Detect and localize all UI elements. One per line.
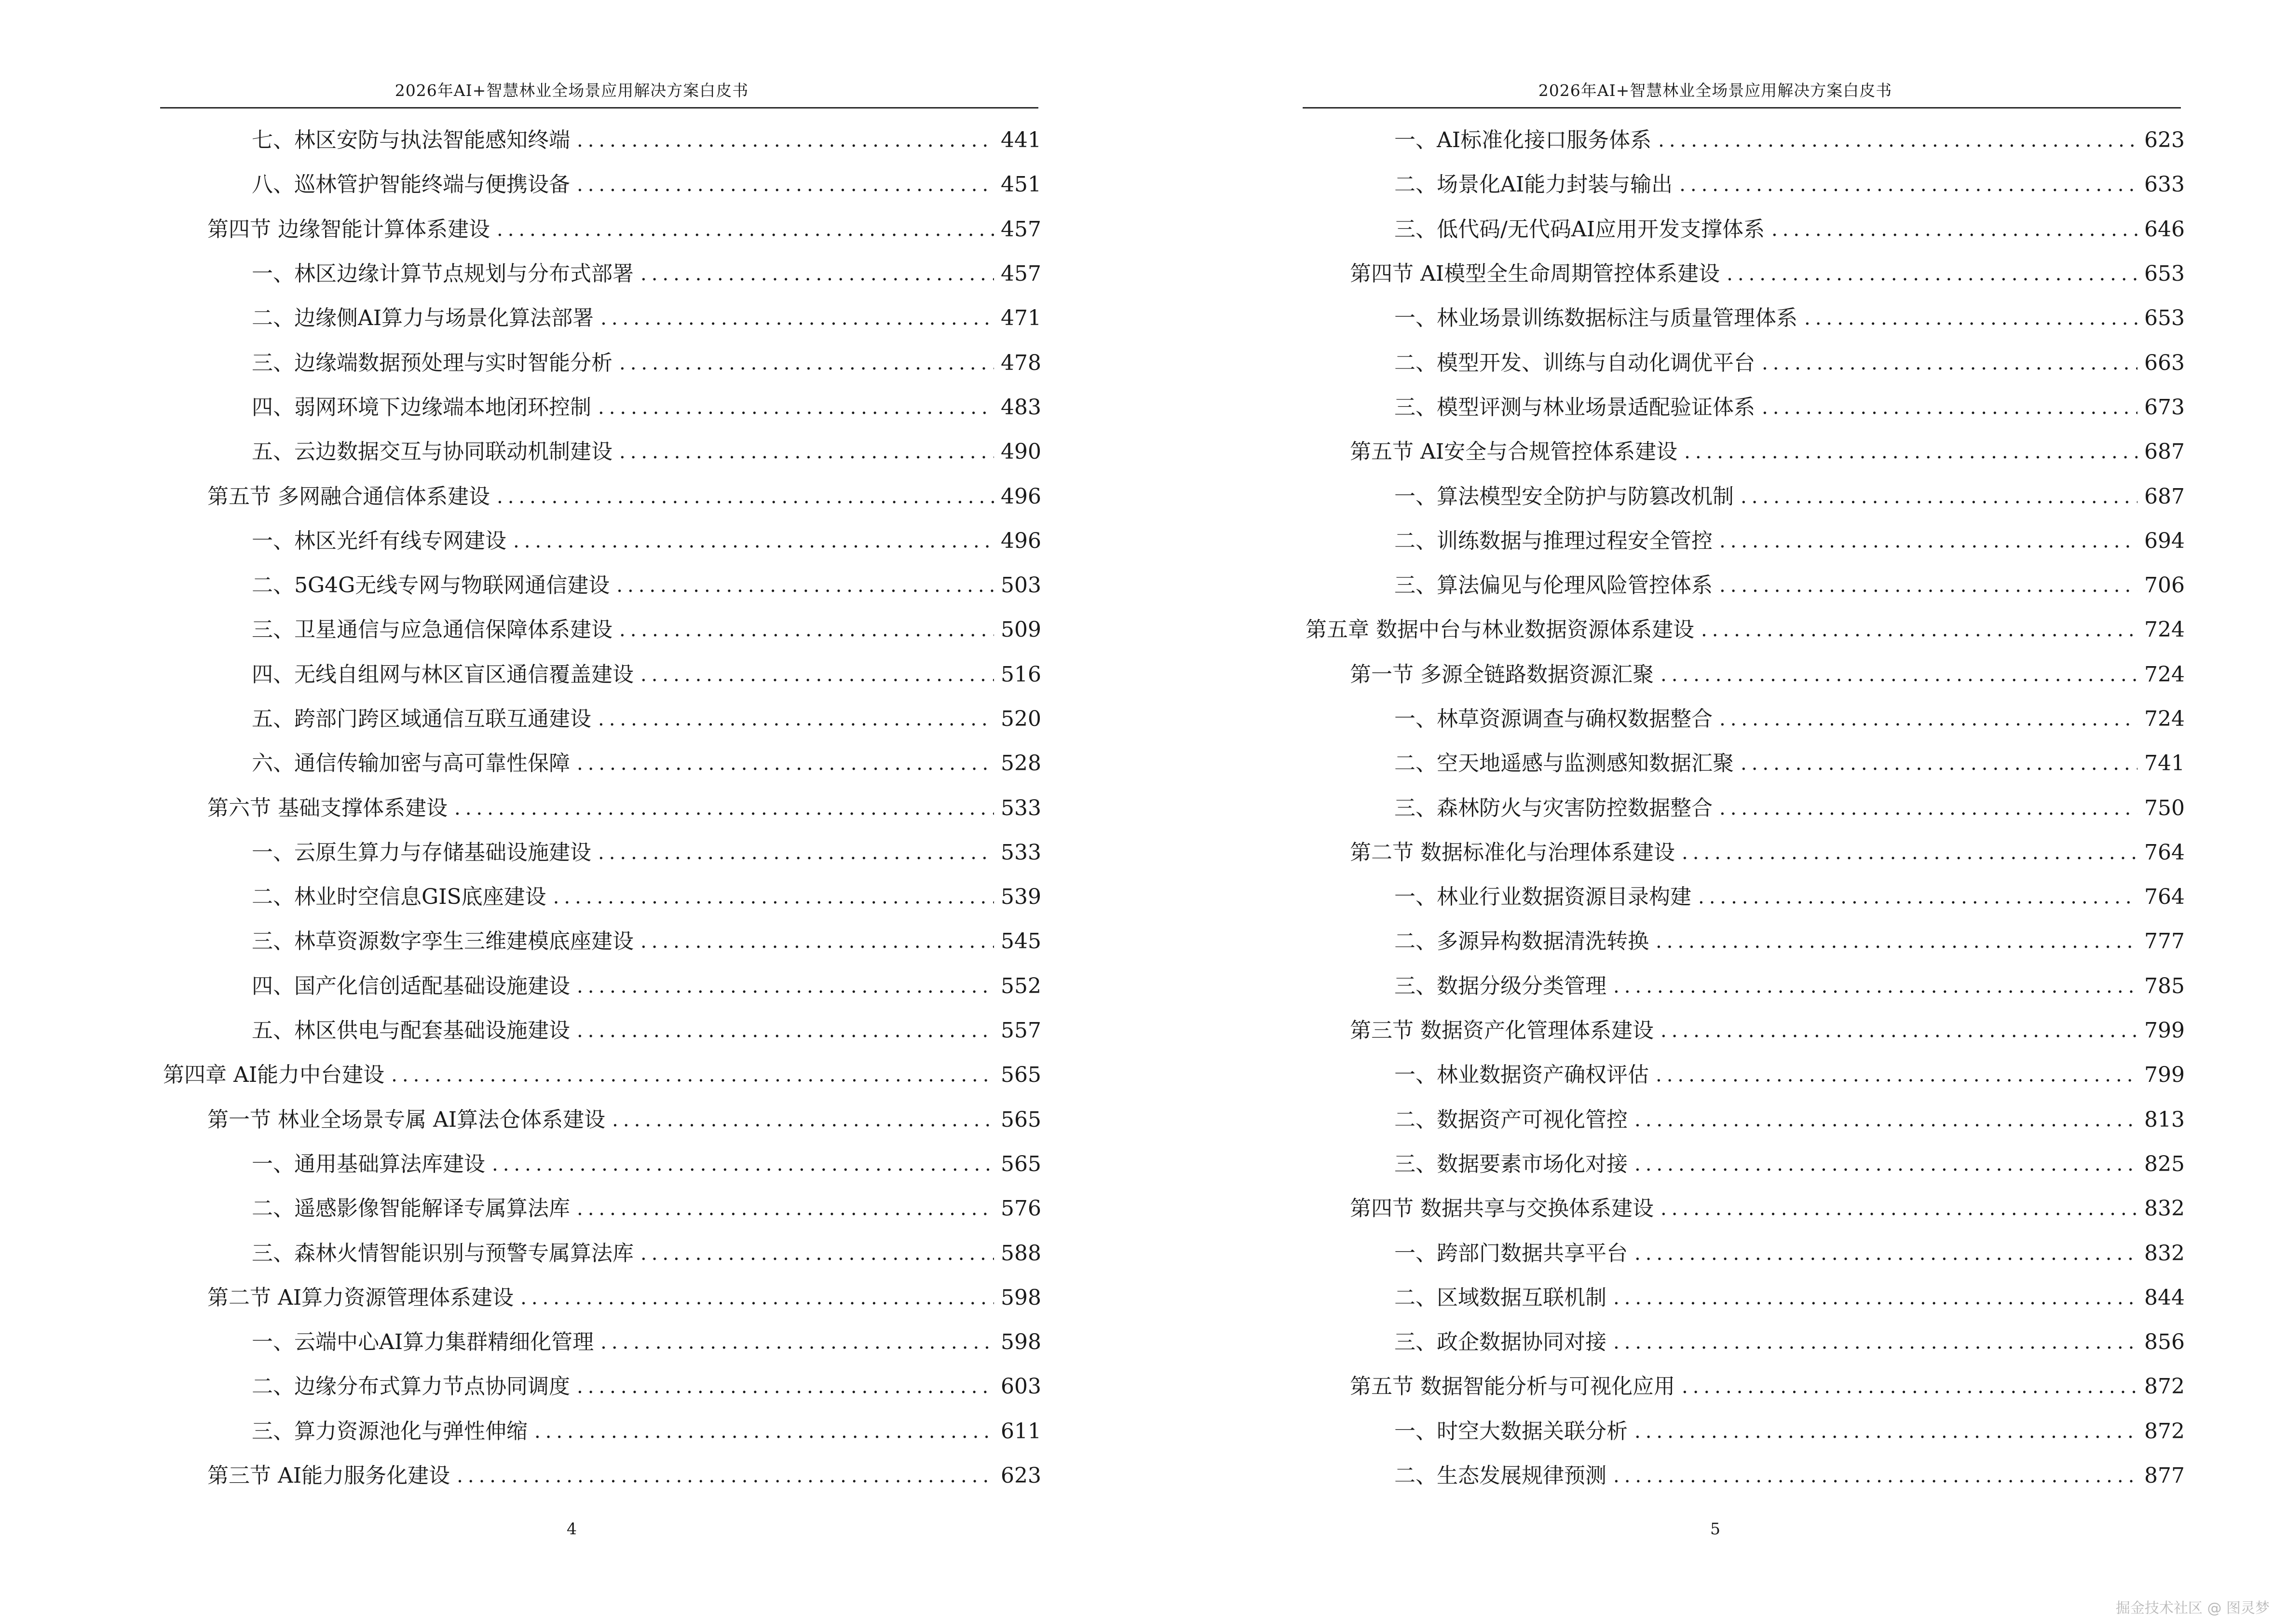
toc-entry-page: 576 xyxy=(1001,1196,1041,1221)
toc-leader-dots xyxy=(1762,398,2137,417)
toc-leader-dots xyxy=(1661,1021,2137,1040)
toc-leader-dots xyxy=(1634,1155,2137,1174)
toc-entry-page: 646 xyxy=(2144,217,2185,242)
toc-entry[interactable] xyxy=(1303,831,2185,875)
toc-entry-title: 三、林草资源数字孪生三维建模底座建设 xyxy=(252,929,634,954)
toc-entry-title: 三、算法偏见与伦理风险管控体系 xyxy=(1394,573,1713,598)
toc-leader-dots xyxy=(1701,620,2137,640)
toc-leader-dots xyxy=(497,220,994,239)
toc-leader-dots xyxy=(577,977,994,996)
toc-entry[interactable] xyxy=(1303,474,2185,519)
toc-entry-page: 545 xyxy=(1001,929,1041,954)
toc-leader-dots xyxy=(1613,1333,2137,1352)
toc-entry-title: 一、林业行业数据资源目录构建 xyxy=(1394,885,1691,910)
toc-leader-dots xyxy=(619,442,994,462)
toc-entry-title: 二、空天地遥感与监测感知数据汇聚 xyxy=(1394,751,1734,776)
toc-entry-title: 三、数据分级分类管理 xyxy=(1394,973,1606,998)
toc-entry-title: 一、跨部门数据共享平台 xyxy=(1394,1241,1628,1266)
toc-entry-page: 724 xyxy=(2144,662,2185,687)
toc-entry-page: 687 xyxy=(2144,439,2185,464)
toc-entry-page: 623 xyxy=(1001,1463,1041,1488)
toc-entry[interactable] xyxy=(160,831,1041,875)
header-rule xyxy=(1303,107,2181,109)
toc-entry-title: 第三节 数据资产化管理体系建设 xyxy=(1350,1018,1654,1043)
page-header: 2026年AI+智慧林业全场景应用解决方案白皮书 xyxy=(1538,81,1892,100)
toc-leader-dots xyxy=(1771,220,2137,239)
toc-entry-title: 第四章 AI能力中台建设 xyxy=(163,1063,385,1088)
toc-entry-page: 872 xyxy=(2144,1374,2185,1399)
toc-entry-page: 533 xyxy=(1001,795,1041,820)
toc-entry-page: 483 xyxy=(1001,395,1041,420)
toc-entry[interactable] xyxy=(160,163,1041,207)
toc-entry-title: 三、卫星通信与应急通信保障体系建设 xyxy=(252,617,613,642)
toc-entry-title: 第二节 数据标准化与治理体系建设 xyxy=(1350,840,1675,865)
toc-entry[interactable] xyxy=(160,1409,1041,1454)
toc-entry[interactable] xyxy=(1303,1409,2185,1454)
toc-entry-title: 二、遥感影像智能解译专属算法库 xyxy=(252,1196,570,1221)
toc-leader-dots xyxy=(598,398,994,417)
toc-leader-dots xyxy=(1679,175,2137,194)
toc-entry-page: 516 xyxy=(1001,662,1041,687)
toc-entry[interactable] xyxy=(160,1365,1041,1409)
toc-entry-page: 633 xyxy=(2144,172,2185,197)
toc-entry-title: 三、森林防火与灾害防控数据整合 xyxy=(1394,795,1713,820)
toc-entry-title: 七、林区安防与执法智能感知终端 xyxy=(252,128,570,153)
toc-entry[interactable] xyxy=(160,608,1041,652)
toc-leader-dots xyxy=(1613,1288,2137,1308)
toc-entry[interactable] xyxy=(160,1231,1041,1275)
toc-leader-dots xyxy=(1719,799,2137,818)
toc-entry[interactable] xyxy=(1303,1053,2185,1097)
toc-leader-dots xyxy=(600,309,994,328)
toc-leader-dots xyxy=(1727,264,2137,284)
toc-entry-title: 二、生态发展规律预测 xyxy=(1394,1463,1606,1488)
toc-entry-page: 533 xyxy=(1001,840,1041,865)
toc-leader-dots xyxy=(598,710,994,729)
toc-leader-dots xyxy=(1682,843,2137,862)
toc-entry-title: 四、国产化信创适配基础设施建设 xyxy=(252,973,570,998)
toc-leader-dots xyxy=(1656,1065,2137,1085)
toc-entry-page: 478 xyxy=(1001,350,1041,375)
toc-entry-title: 第四节 AI模型全生命周期管控体系建设 xyxy=(1350,261,1720,287)
toc-entry[interactable] xyxy=(160,786,1041,830)
toc-entry-title: 一、算法模型安全防护与防篡改机制 xyxy=(1394,484,1734,509)
toc-leader-dots xyxy=(640,932,994,951)
toc-entry-page: 565 xyxy=(1001,1063,1041,1088)
toc-leader-dots xyxy=(457,1466,994,1486)
toc-entry[interactable] xyxy=(1303,1276,2185,1320)
toc-leader-dots xyxy=(577,175,994,194)
toc-entry[interactable] xyxy=(160,1053,1041,1097)
toc-entry-title: 五、跨部门跨区域通信互联互通建设 xyxy=(252,707,591,731)
toc-entry-page: 552 xyxy=(1001,973,1041,998)
toc-entry-title: 四、弱网环境下边缘端本地闭环控制 xyxy=(252,395,591,420)
toc-entry-title: 八、巡林管护智能终端与便携设备 xyxy=(252,172,570,197)
toc-leader-dots xyxy=(619,354,994,373)
toc-leader-dots xyxy=(616,576,994,595)
toc-entry-page: 724 xyxy=(2144,707,2185,731)
toc-entry-title: 二、林业时空信息GIS底座建设 xyxy=(252,885,546,910)
page-number: 5 xyxy=(1710,1519,1720,1538)
toc-entry-page: 490 xyxy=(1001,439,1041,464)
toc-leader-dots xyxy=(513,532,994,551)
toc-entry-page: 856 xyxy=(2144,1330,2185,1355)
toc-entry-page: 598 xyxy=(1001,1330,1041,1355)
toc-entry[interactable] xyxy=(160,875,1041,919)
toc-entry-title: 第五节 数据智能分析与可视化应用 xyxy=(1350,1374,1675,1399)
toc-entry[interactable] xyxy=(160,1454,1041,1498)
page-number: 4 xyxy=(567,1519,577,1538)
toc-entry[interactable] xyxy=(1303,1231,2185,1275)
toc-entry-page: 565 xyxy=(1001,1151,1041,1176)
toc-leader-dots xyxy=(1741,754,2137,773)
toc-entry-page: 750 xyxy=(2144,795,2185,820)
toc-entry[interactable] xyxy=(1303,519,2185,563)
toc-leader-dots xyxy=(577,1021,994,1040)
toc-entry-title: 二、训练数据与推理过程安全管控 xyxy=(1394,528,1713,553)
toc-entry-page: 441 xyxy=(1001,128,1041,153)
toc-entry-page: 785 xyxy=(2144,973,2185,998)
toc-leader-dots xyxy=(600,1333,994,1352)
toc-entry[interactable] xyxy=(160,964,1041,1009)
toc-entry-page: 588 xyxy=(1001,1241,1041,1266)
watermark: 掘金技术社区 @ 图灵梦 xyxy=(2115,1600,2270,1617)
toc-entry[interactable] xyxy=(1303,1098,2185,1142)
toc-leader-dots xyxy=(553,887,994,907)
toc-entry[interactable] xyxy=(160,341,1041,385)
toc-entry-title: 一、林草资源调查与确权数据整合 xyxy=(1394,707,1713,731)
toc-entry[interactable] xyxy=(160,430,1041,474)
header-rule xyxy=(160,107,1038,109)
toc-entry[interactable] xyxy=(1303,385,2185,430)
toc-entry-title: 二、多源异构数据清洗转换 xyxy=(1394,929,1649,954)
toc-leader-dots xyxy=(1682,1377,2137,1396)
toc-entry-title: 二、5G4G无线专网与物联网通信建设 xyxy=(252,573,610,598)
toc-entry[interactable] xyxy=(1303,1454,2185,1498)
toc-entry[interactable] xyxy=(1303,118,2185,163)
toc-leader-dots xyxy=(640,1244,994,1263)
toc-leader-dots xyxy=(1762,354,2137,373)
toc-entry[interactable] xyxy=(160,207,1041,252)
toc-leader-dots xyxy=(1634,1244,2137,1263)
toc-leader-dots xyxy=(1613,977,2137,996)
toc-entry-title: 六、通信传输加密与高可靠性保障 xyxy=(252,751,570,776)
toc-leader-dots xyxy=(619,620,994,640)
toc-entry-page: 496 xyxy=(1001,528,1041,553)
toc-entry-page: 509 xyxy=(1001,617,1041,642)
toc-leader-dots xyxy=(1804,309,2137,328)
toc-leader-dots xyxy=(1661,1199,2137,1218)
toc-leader-dots xyxy=(1719,576,2137,595)
toc-entry[interactable] xyxy=(1303,1009,2185,1053)
toc-entry[interactable] xyxy=(160,519,1041,563)
toc-entry-page: 799 xyxy=(2144,1018,2185,1043)
toc-leader-dots xyxy=(391,1065,994,1085)
toc-leader-dots xyxy=(520,1288,994,1308)
toc-entry-page: 611 xyxy=(1001,1419,1041,1444)
toc-entry[interactable] xyxy=(160,474,1041,519)
toc-list xyxy=(160,118,1041,1498)
toc-entry-title: 第一节 多源全链路数据资源汇聚 xyxy=(1350,662,1654,687)
toc-entry-title: 二、边缘侧AI算力与场景化算法部署 xyxy=(252,306,594,331)
toc-entry-page: 694 xyxy=(2144,528,2185,553)
toc-leader-dots xyxy=(1719,532,2137,551)
toc-entry-title: 二、数据资产可视化管控 xyxy=(1394,1107,1628,1132)
toc-leader-dots xyxy=(497,487,994,506)
toc-entry-title: 二、区域数据互联机制 xyxy=(1394,1285,1606,1310)
toc-entry-title: 五、云边数据交互与协同联动机制建设 xyxy=(252,439,613,464)
toc-entry[interactable] xyxy=(1303,563,2185,608)
toc-entry-page: 877 xyxy=(2144,1463,2185,1488)
toc-entry-title: 第四节 边缘智能计算体系建设 xyxy=(207,217,490,242)
toc-entry-title: 一、AI标准化接口服务体系 xyxy=(1394,128,1652,153)
toc-entry-title: 二、场景化AI能力封装与输出 xyxy=(1394,172,1673,197)
toc-entry-page: 598 xyxy=(1001,1285,1041,1310)
toc-leader-dots xyxy=(1684,442,2137,462)
toc-leader-dots xyxy=(1661,665,2137,684)
toc-leader-dots xyxy=(598,843,994,862)
toc-entry-page: 528 xyxy=(1001,751,1041,776)
toc-entry-title: 一、林区边缘计算节点规划与分布式部署 xyxy=(252,261,634,287)
toc-entry-page: 799 xyxy=(2144,1063,2185,1088)
toc-entry[interactable] xyxy=(160,1320,1041,1365)
toc-entry[interactable] xyxy=(160,697,1041,741)
page-header: 2026年AI+智慧林业全场景应用解决方案白皮书 xyxy=(395,81,749,100)
toc-entry-page: 653 xyxy=(2144,261,2185,287)
toc-entry-title: 第一节 林业全场景专属 AI算法仓体系建设 xyxy=(207,1107,606,1132)
toc-entry-title: 一、云端中心AI算力集群精细化管理 xyxy=(252,1330,594,1355)
toc-leader-dots xyxy=(492,1155,994,1174)
toc-entry-title: 一、云原生算力与存储基础设施建设 xyxy=(252,840,591,865)
toc-leader-dots xyxy=(577,1377,994,1396)
toc-entry-title: 第五节 AI安全与合规管控体系建设 xyxy=(1350,439,1678,464)
toc-entry-page: 813 xyxy=(2144,1107,2185,1132)
toc-entry-page: 496 xyxy=(1001,484,1041,509)
toc-entry-title: 第四节 数据共享与交换体系建设 xyxy=(1350,1196,1654,1221)
toc-entry-page: 673 xyxy=(2144,395,2185,420)
toc-entry-page: 565 xyxy=(1001,1107,1041,1132)
toc-entry-page: 503 xyxy=(1001,573,1041,598)
toc-leader-dots xyxy=(577,1199,994,1218)
toc-entry-page: 724 xyxy=(2144,617,2185,642)
toc-entry-title: 三、边缘端数据预处理与实时智能分析 xyxy=(252,350,613,375)
toc-entry-title: 一、林业数据资产确权评估 xyxy=(1394,1063,1649,1088)
toc-entry[interactable] xyxy=(1303,1187,2185,1231)
toc-entry[interactable] xyxy=(1303,653,2185,697)
toc-entry[interactable] xyxy=(160,385,1041,430)
toc-entry-title: 四、无线自组网与林区盲区通信覆盖建设 xyxy=(252,662,634,687)
toc-entry[interactable] xyxy=(1303,1142,2185,1187)
toc-entry-title: 一、通用基础算法库建设 xyxy=(252,1151,485,1176)
toc-entry-page: 764 xyxy=(2144,885,2185,910)
toc-entry[interactable] xyxy=(1303,741,2185,786)
toc-entry[interactable] xyxy=(160,1009,1041,1053)
toc-entry-title: 三、森林火情智能识别与预警专属算法库 xyxy=(252,1241,634,1266)
toc-entry-page: 457 xyxy=(1001,261,1041,287)
toc-entry[interactable] xyxy=(160,296,1041,341)
toc-leader-dots xyxy=(640,264,994,284)
toc-entry[interactable] xyxy=(1303,207,2185,252)
toc-entry-page: 520 xyxy=(1001,707,1041,731)
toc-entry-page: 741 xyxy=(2144,751,2185,776)
toc-entry-title: 第二节 AI算力资源管理体系建设 xyxy=(207,1285,514,1310)
toc-entry-page: 777 xyxy=(2144,929,2185,954)
toc-entry[interactable] xyxy=(160,563,1041,608)
toc-entry[interactable] xyxy=(1303,1365,2185,1409)
toc-entry[interactable] xyxy=(160,1187,1041,1231)
toc-entry-title: 第六节 基础支撑体系建设 xyxy=(207,795,448,820)
toc-entry-title: 三、模型评测与林业场景适配验证体系 xyxy=(1394,395,1755,420)
toc-entry[interactable] xyxy=(160,1098,1041,1142)
toc-entry-page: 872 xyxy=(2144,1419,2185,1444)
toc-entry-title: 第五章 数据中台与林业数据资源体系建设 xyxy=(1306,617,1694,642)
toc-entry[interactable] xyxy=(1303,875,2185,919)
toc-entry[interactable] xyxy=(1303,608,2185,652)
toc-leader-dots xyxy=(1656,932,2137,951)
toc-entry[interactable] xyxy=(160,919,1041,964)
toc-leader-dots xyxy=(1634,1110,2137,1130)
toc-entry[interactable] xyxy=(160,1142,1041,1187)
toc-entry-page: 687 xyxy=(2144,484,2185,509)
toc-entry[interactable] xyxy=(1303,697,2185,741)
toc-entry[interactable] xyxy=(1303,341,2185,385)
toc-entry-page: 603 xyxy=(1001,1374,1041,1399)
toc-entry-title: 一、林业场景训练数据标注与质量管理体系 xyxy=(1394,306,1797,331)
toc-entry-page: 764 xyxy=(2144,840,2185,865)
toc-leader-dots xyxy=(454,799,994,818)
toc-entry-page: 451 xyxy=(1001,172,1041,197)
toc-entry[interactable] xyxy=(160,653,1041,697)
toc-entry-page: 653 xyxy=(2144,306,2185,331)
toc-entry-page: 706 xyxy=(2144,573,2185,598)
toc-entry[interactable] xyxy=(160,741,1041,786)
toc-entry-title: 三、低代码/无代码AI应用开发支撑体系 xyxy=(1394,217,1765,242)
toc-entry-title: 一、林区光纤有线专网建设 xyxy=(252,528,506,553)
toc-entry[interactable] xyxy=(1303,1320,2185,1365)
toc-entry[interactable] xyxy=(1303,252,2185,296)
toc-entry-title: 一、时空大数据关联分析 xyxy=(1394,1419,1628,1444)
toc-list xyxy=(1303,118,2185,1498)
toc-entry[interactable] xyxy=(160,1276,1041,1320)
toc-entry[interactable] xyxy=(1303,296,2185,341)
toc-leader-dots xyxy=(612,1110,994,1130)
toc-leader-dots xyxy=(640,665,994,684)
toc-leader-dots xyxy=(1613,1466,2137,1486)
toc-entry[interactable] xyxy=(1303,919,2185,964)
toc-leader-dots xyxy=(577,754,994,773)
toc-entry-page: 539 xyxy=(1001,885,1041,910)
toc-entry-title: 二、模型开发、训练与自动化调优平台 xyxy=(1394,350,1755,375)
toc-leader-dots xyxy=(1698,887,2137,907)
toc-entry-page: 844 xyxy=(2144,1285,2185,1310)
toc-entry-title: 五、林区供电与配套基础设施建设 xyxy=(252,1018,570,1043)
toc-leader-dots xyxy=(1741,487,2137,506)
toc-entry-page: 832 xyxy=(2144,1196,2185,1221)
toc-entry-page: 457 xyxy=(1001,217,1041,242)
toc-entry-title: 三、数据要素市场化对接 xyxy=(1394,1151,1628,1176)
right-page xyxy=(1144,0,2287,1624)
toc-entry-title: 二、边缘分布式算力节点协同调度 xyxy=(252,1374,570,1399)
toc-entry-title: 三、算力资源池化与弹性伸缩 xyxy=(252,1419,528,1444)
toc-entry[interactable] xyxy=(1303,430,2185,474)
toc-entry[interactable] xyxy=(160,118,1041,163)
toc-entry[interactable] xyxy=(1303,964,2185,1009)
toc-entry-page: 471 xyxy=(1001,306,1041,331)
toc-leader-dots xyxy=(1719,710,2137,729)
toc-leader-dots xyxy=(577,131,994,150)
toc-entry-page: 832 xyxy=(2144,1241,2185,1266)
toc-entry[interactable] xyxy=(160,252,1041,296)
toc-entry[interactable] xyxy=(1303,163,2185,207)
toc-entry-page: 623 xyxy=(2144,128,2185,153)
toc-entry-page: 825 xyxy=(2144,1151,2185,1176)
toc-entry-title: 第三节 AI能力服务化建设 xyxy=(207,1463,450,1488)
toc-entry-title: 三、政企数据协同对接 xyxy=(1394,1330,1606,1355)
toc-entry[interactable] xyxy=(1303,786,2185,830)
toc-leader-dots xyxy=(534,1422,994,1441)
toc-entry-title: 第五节 多网融合通信体系建设 xyxy=(207,484,490,509)
toc-entry-page: 663 xyxy=(2144,350,2185,375)
toc-leader-dots xyxy=(1658,131,2137,150)
toc-entry-page: 557 xyxy=(1001,1018,1041,1043)
toc-leader-dots xyxy=(1634,1422,2137,1441)
